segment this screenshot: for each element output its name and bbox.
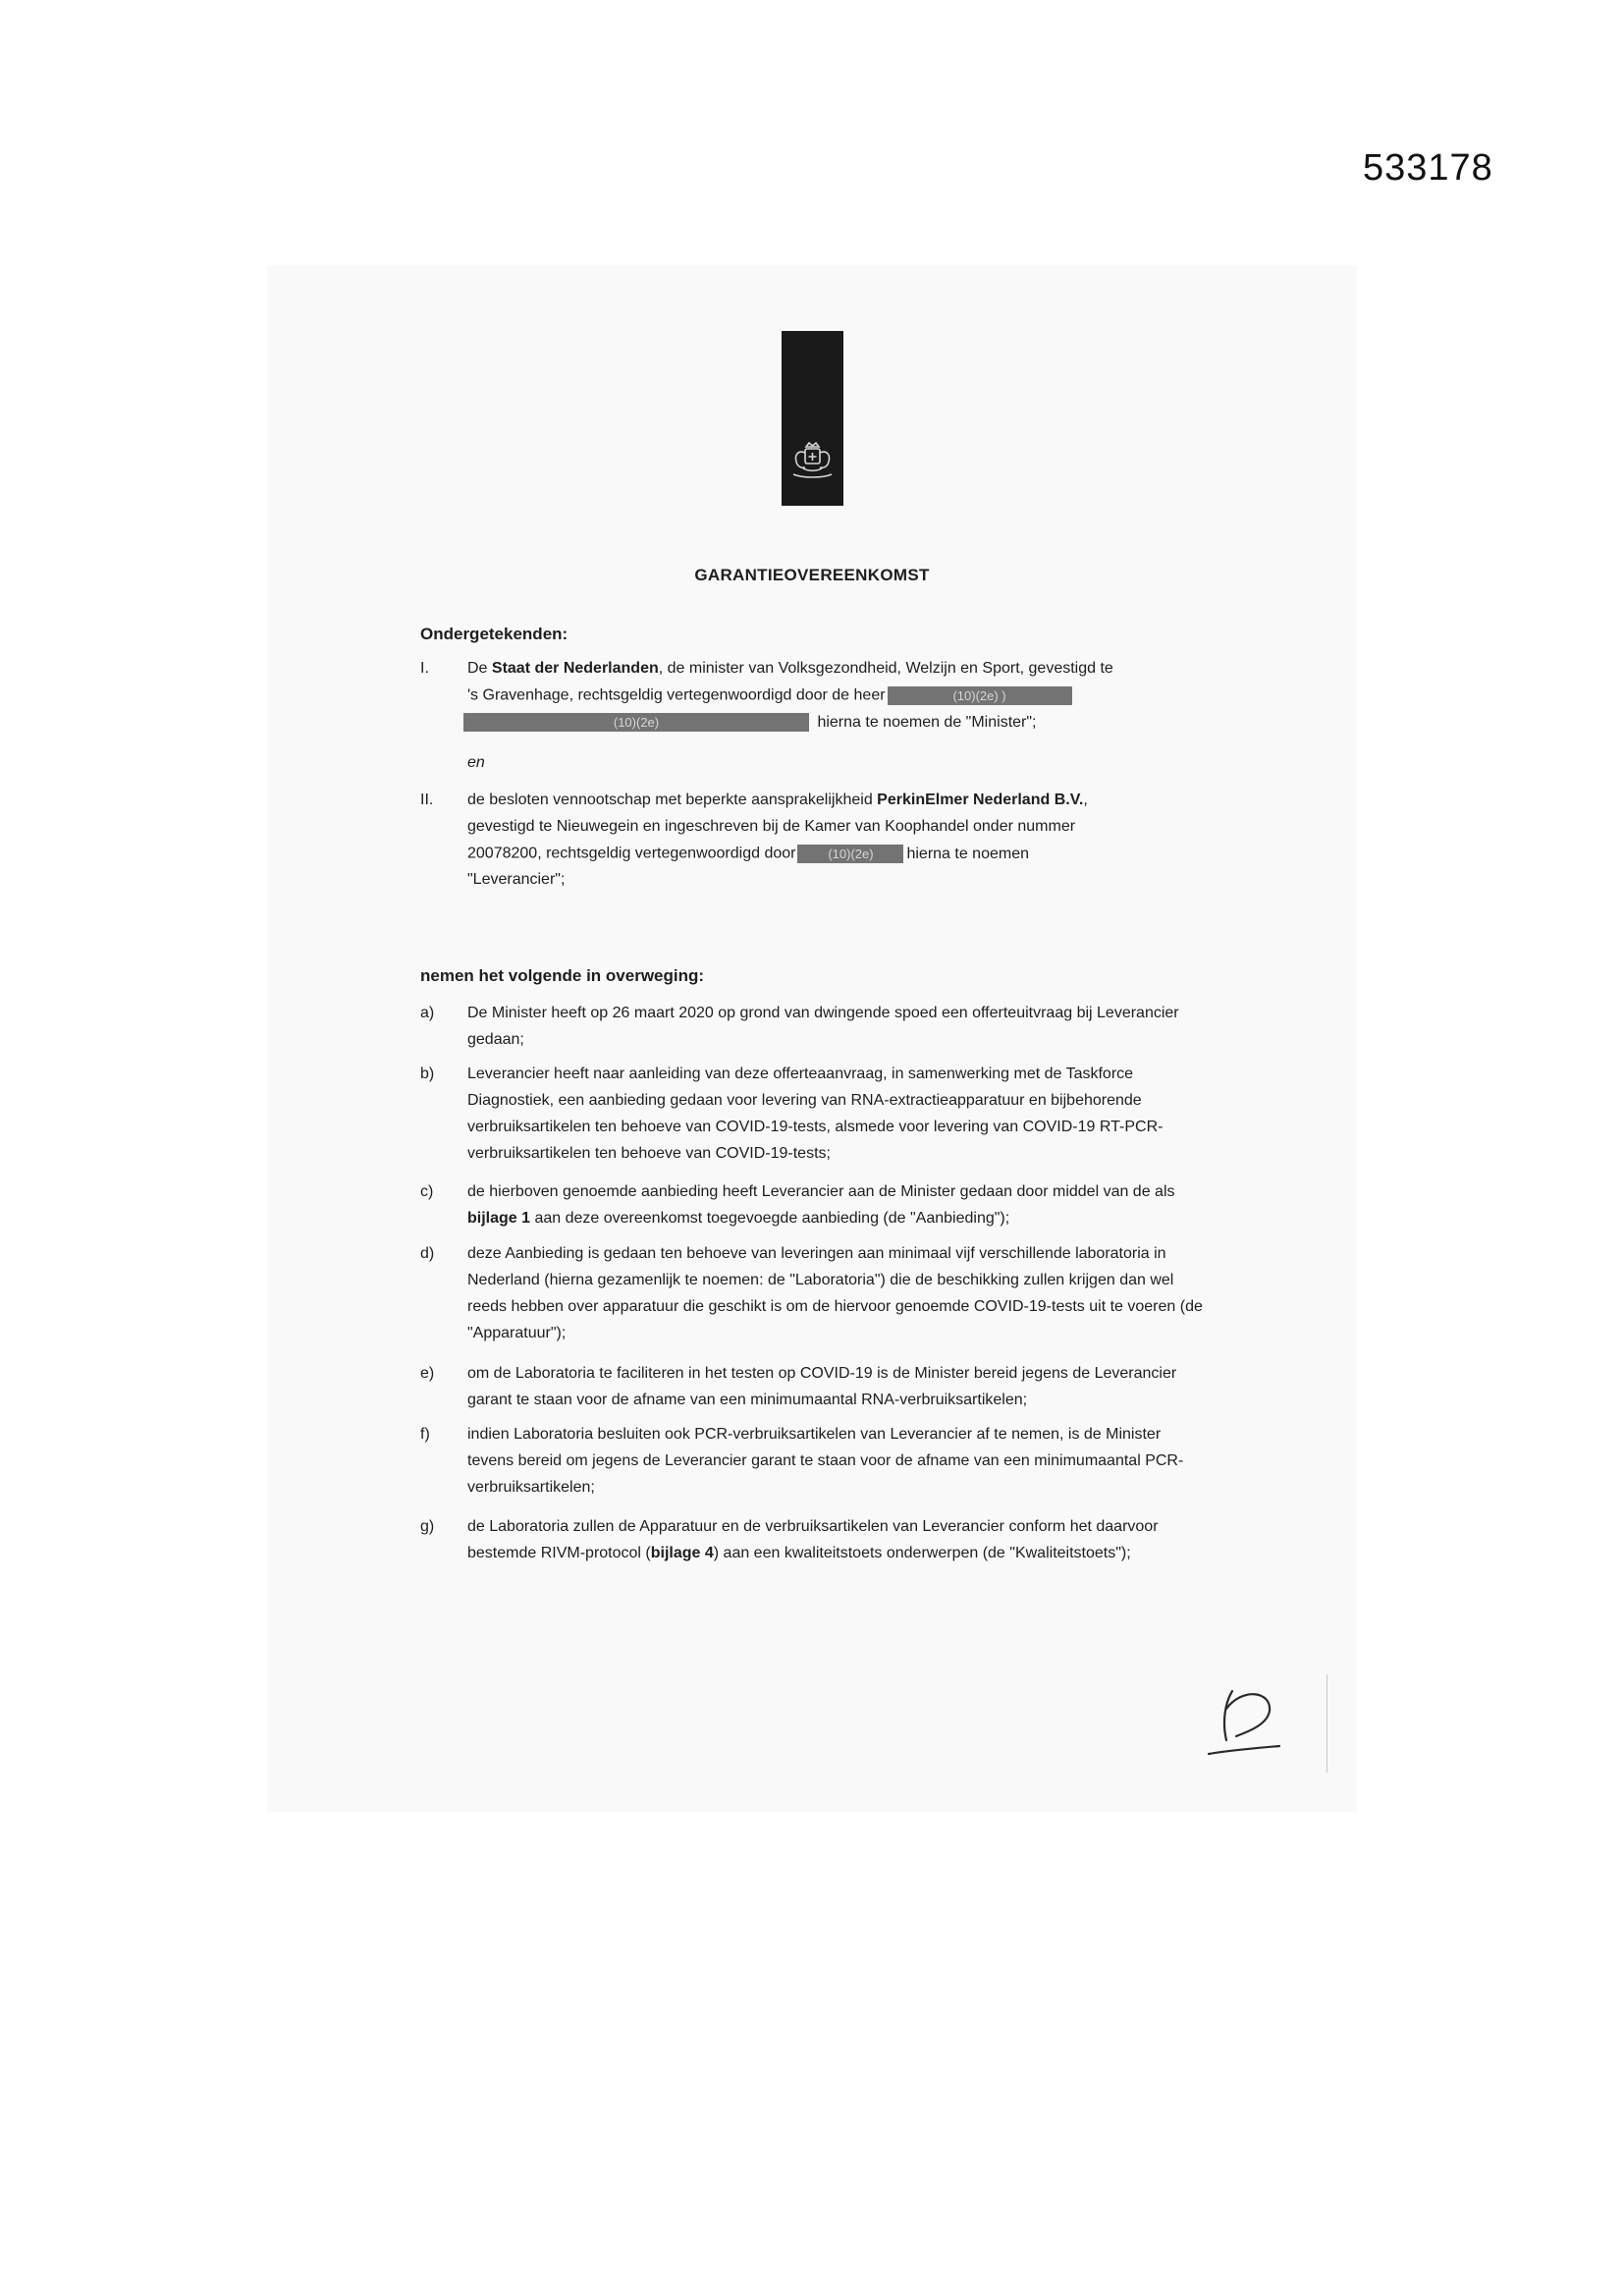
item-text: de hierboven genoemde aanbieding heeft Leverancier aan de Minister gedaan door middel van de als bbox=[467, 1183, 1175, 1200]
item-text-d: deze Aanbieding is gedaan ten behoeve van leveringen aan minimaal vijf verschillende laboratoria in Nederland (hierna gezamenlijk te noemen: de "Laboratoria") die de beschikking zullen krijgen dan wel reeds hebben over apparatuur die geschikt is om de hiervoor genoemde COVID-19-tests uit te voeren (de "Apparatuur"); bbox=[467, 1245, 1203, 1341]
redaction-box: (10)(2e) bbox=[797, 845, 903, 863]
redaction-box: (10)(2e) ) bbox=[888, 686, 1072, 705]
party-1-text: hierna te noemen de "Minister"; bbox=[817, 713, 1037, 731]
item-text-b: Leverancier heeft naar aanleiding van deze offerteaanvraag, in samenwerking met de Taskforce Diagnostiek, een aanbieding gedaan voor levering van RNA-extractieapparatuur en bijbehorende verbruiksartikelen ten behoeve van COVID-19-tests, alsmede voor levering van COVID-19 RT-PCR-verbruiksartikelen ten behoeve van COVID-19-tests; bbox=[467, 1066, 1164, 1162]
redaction-box: (10)(2e) bbox=[463, 713, 809, 732]
party-2-text: 20078200, rechtsgeldig vertegenwoordigd door bbox=[467, 845, 796, 862]
item-label-a: a) bbox=[420, 1005, 435, 1021]
party-2-line-4: "Leverancier"; bbox=[467, 871, 566, 888]
conjunction: en bbox=[467, 754, 485, 771]
party-1-text: 's Gravenhage, rechtsgeldig vertegenwoordigd door de heer bbox=[467, 686, 886, 704]
item-label-g: g) bbox=[420, 1518, 435, 1535]
scan-edge-line bbox=[1326, 1674, 1327, 1773]
party-1-name: Staat der Nederlanden bbox=[491, 660, 659, 677]
party-2-line-1 bbox=[467, 792, 1088, 809]
coat-of-arms-icon bbox=[787, 441, 838, 486]
party-1-text: , de minister van Volksgezondheid, Welzijn en Sport, gevestigd te bbox=[658, 660, 1113, 677]
party-1-text: De bbox=[467, 660, 492, 677]
item-text-c bbox=[467, 1178, 1184, 1231]
document-title: GARANTIEOVEREENKOMST bbox=[694, 566, 930, 584]
party-1-line-2 bbox=[467, 686, 1072, 705]
item-label-e: e) bbox=[420, 1365, 435, 1382]
party-1-line-1 bbox=[467, 660, 1113, 678]
party-1-line-3 bbox=[463, 713, 1036, 732]
item-text: ) aan een kwaliteitstoets onderwerpen (de "Kwaliteitstoets"); bbox=[713, 1545, 1131, 1561]
item-label-b: b) bbox=[420, 1066, 435, 1082]
party-1-number: I. bbox=[420, 660, 429, 677]
item-text: aan deze overeenkomst toegevoegde aanbieding (de "Aanbieding"); bbox=[530, 1210, 1010, 1227]
party-2-line-2: gevestigd te Nieuwegein en ingeschreven bij de Kamer van Koophandel onder nummer bbox=[467, 818, 1076, 835]
item-text-f: indien Laboratoria besluiten ook PCR-verbruiksartikelen van Leverancier af te nemen, is de Minister tevens bereid om jegens de Leverancier garant te staan voor de afname van een minimumaantal PCR-verbruiksartikelen; bbox=[467, 1426, 1184, 1496]
item-text-g bbox=[467, 1513, 1184, 1566]
item-text-a: De Minister heeft op 26 maart 2020 op grond van dwingende spoed een offerteuitvraag bij Leverancier gedaan; bbox=[467, 1005, 1179, 1048]
handwritten-initials bbox=[1203, 1679, 1291, 1768]
party-2-text: hierna te noemen bbox=[906, 845, 1029, 862]
item-text: de Laboratoria zullen de Apparatuur en de verbruiksartikelen van Leverancier conform het daarvoor bestemde RIVM-protocol ( bbox=[467, 1518, 1159, 1561]
party-2-text: de besloten vennootschap met beperkte aansprakelijkheid bbox=[467, 792, 878, 808]
annex-reference: bijlage 4 bbox=[650, 1545, 714, 1561]
party-2-line-3 bbox=[467, 845, 1029, 863]
item-text-e: om de Laboratoria te faciliteren in het testen op COVID-19 is de Minister bereid jegens de Leverancier garant te staan voor de afname van een minimumaantal RNA-verbruiksartikelen; bbox=[467, 1365, 1177, 1408]
party-2-text: , bbox=[1083, 792, 1088, 808]
party-2-number: II. bbox=[420, 792, 434, 808]
item-label-c: c) bbox=[420, 1183, 434, 1200]
item-label-d: d) bbox=[420, 1245, 435, 1262]
parties-heading: Ondergetekenden: bbox=[420, 625, 568, 643]
considerations-heading: nemen het volgende in overweging: bbox=[420, 966, 705, 985]
annex-reference: bijlage 1 bbox=[467, 1210, 531, 1227]
government-logo bbox=[782, 331, 843, 506]
item-label-f: f) bbox=[420, 1426, 430, 1443]
party-2-name: PerkinElmer Nederland B.V. bbox=[877, 792, 1084, 808]
document-number: 533178 bbox=[1363, 147, 1493, 189]
